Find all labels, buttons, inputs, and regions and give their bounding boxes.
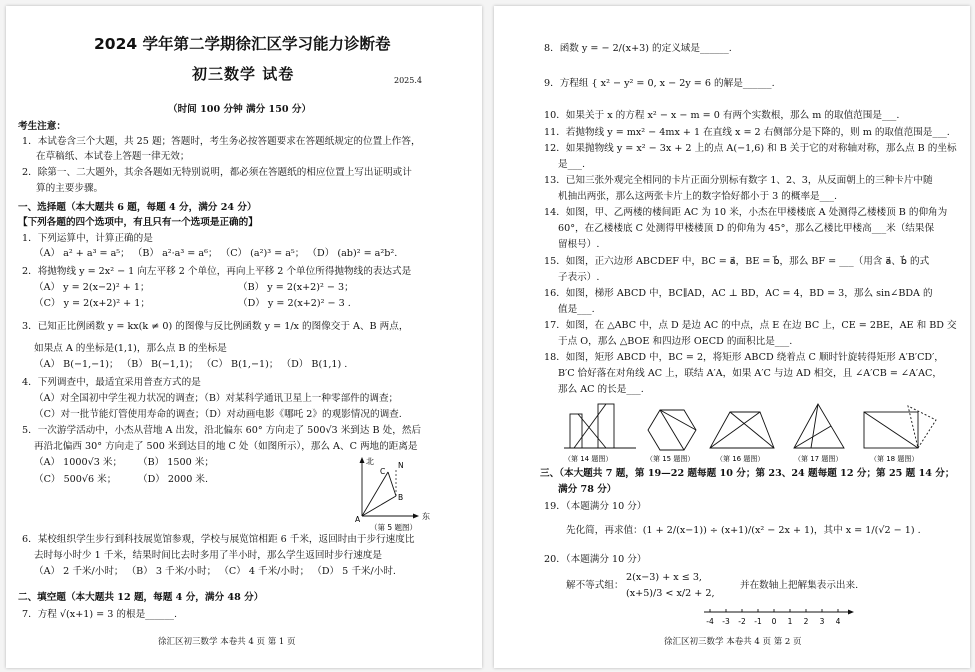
question-6-options: （A） 2 千米/小时； （B） 3 千米/小时； （C） 4 千米/小时； （D） 5 千米/小时.	[34, 566, 396, 577]
notice-line: 2．除第一、二大题外，其余各题如无特别说明，都必须在答题纸的相应位置上写出证明或计	[22, 167, 412, 178]
section-2-heading: 二、填空题（本大题共 12 题，每题 4 分，满分 48 分）	[18, 592, 264, 603]
question-6: 6．某校组织学生步行到科技展览馆参观，学校与展览馆相距 6 千米，返回时由于步行速度比	[22, 534, 415, 545]
figure-caption: （第 5 题图）	[370, 523, 418, 532]
number-line-label: -2	[738, 617, 746, 626]
question-12-line-2: 是___.	[558, 159, 586, 170]
question-13-line-2: 机抽出两张，那么这两张卡片上的数字恰好都小于 3 的概率是___.	[558, 191, 838, 202]
question-5: 5．一次游学活动中，小杰从营地 A 出发，沿北偏东 60° 方向走了 500√3 米到达 B 处，然后	[22, 425, 422, 436]
question-19-body: 先化简，再求值：(1 + 2/(x−1)) ÷ (x+1)/(x² − 2x + 1)，其中 x = 1/(√2 − 1) .	[566, 525, 921, 536]
question-20-tail: 并在数轴上把解集表示出来.	[740, 580, 859, 591]
question-5-option-d: （D） 2000 米.	[138, 474, 209, 485]
question-1-options: （A） a² + a³ = a⁵； （B） a²·a³ = a⁶； （C） (a²)³ = a⁵； （D） (ab)² = a²b².	[34, 248, 398, 259]
question-17: 17．如图，在 △ABC 中，点 D 是边 AC 的中点，点 E 在边 BC 上，CE = 2BE，AE 和 BD 交	[544, 320, 957, 331]
question-17-line-2: 于点 O，那么 △BOE 和四边形 OECD 的面积比是___.	[558, 336, 793, 347]
segment-ab	[362, 496, 396, 516]
north-arrow-icon	[360, 457, 365, 463]
question-3: 3．已知正比例函数 y = kx(k ≠ 0) 的图像与反比例函数 y = 1/x 的图像交于 A、B 两点，	[22, 321, 409, 332]
question-14: 14．如图，甲、乙两楼的楼间距 AC 为 10 米，小杰在甲楼楼底 A 处测得乙楼楼顶 B 的仰角为	[544, 207, 948, 218]
label-a: A	[355, 515, 361, 524]
label-n: N	[398, 461, 404, 470]
notice-line: 在草稿纸、本试卷上答题一律无效；	[36, 151, 190, 162]
number-line-label: -1	[754, 617, 762, 626]
question-14-line-2: 60°，在乙楼楼底 C 处测得甲楼楼顶 D 的仰角为 45°，那么乙楼比甲楼高___米（结果保	[558, 223, 935, 234]
figure-14	[564, 404, 636, 448]
question-12: 12．如果抛物线 y = x² − 3x + 2 上的点 A(−1,6) 和 B 关于它的对称轴对称，那么点 B 的坐标	[544, 143, 957, 154]
question-13: 13．已知三张外观完全相同的卡片正面分别标有数字 1、2、3，从反面朝上的三种卡片中随	[544, 175, 933, 186]
question-4-options-cd: （C）对一批节能灯管使用寿命的调查；（D）对动画电影《哪吒 2》的观影情况的调查.	[34, 409, 402, 420]
label-c: C	[380, 467, 386, 476]
notice-title: 考生注意：	[18, 121, 66, 132]
question-5-line-2: 再沿北偏西 30° 方向走了 500 米到达目的地 C 处（如图所示），那么 A、C 两地的距离是	[34, 441, 418, 452]
segment-ac	[362, 472, 388, 516]
label-b: B	[398, 493, 404, 502]
question-2-option-c: （C） y = 2(x+2)² + 1；	[34, 298, 150, 309]
question-4: 4．下列调查中，最适宜采用普查方式的是	[22, 377, 201, 388]
question-5-option-c: （C） 500√6 米；	[34, 474, 117, 485]
figure-15	[648, 410, 696, 450]
time-info: （时间 100 分钟 满分 150 分）	[168, 104, 312, 115]
question-15-line-2: 子表示）.	[558, 272, 600, 283]
segment-bc	[388, 472, 396, 496]
exam-subtitle: 初三数学 试卷	[192, 65, 295, 83]
question-20: 20．（本题满分 10 分）	[544, 554, 647, 565]
question-18: 18．如图，矩形 ABCD 中，BC = 2，将矩形 ABCD 绕着点 C 顺时针旋转得矩形 A′B′CD′，	[544, 352, 944, 363]
question-18-line-3: 那么 AC 的长是___.	[558, 384, 644, 395]
number-line-arrow-icon	[848, 610, 854, 615]
question-10: 10．如果关于 x 的方程 x² − x − m = 0 有两个实数根，那么 m 的取值范围是___.	[544, 110, 900, 121]
question-20-inequality-2: (x+5)/3 < x/2 + 2,	[626, 588, 715, 599]
question-8: 8．函数 y = − 2/(x+3) 的定义域是______.	[544, 43, 732, 54]
question-3-line-2: 如果点 A 的坐标是(1,1)，那么点 B 的坐标是	[34, 343, 227, 354]
question-16: 16．如图，梯形 ABCD 中，BC∥AD，AC ⊥ BD，AC = 4，BD = 3，那么 sin∠BDA 的	[544, 288, 933, 299]
notice-line: 算的主要步骤。	[36, 183, 104, 194]
number-line-label: -3	[722, 617, 730, 626]
exam-date: 2025.4	[394, 76, 422, 85]
number-line-label: 3	[819, 617, 825, 626]
question-7: 7．方程 √(x+1) = 3 的根是______.	[22, 609, 177, 620]
section-1-heading: 一、选择题（本大题共 6 题，每题 4 分，满分 24 分）	[18, 202, 257, 213]
question-2-option-d: （D） y = 2(x+2)² − 3 .	[238, 298, 351, 309]
question-18-line-2: B′C 恰好落在对角线 AC 上，联结 A′A，如果 A′C 与边 AD 相交，且 ∠A′CB = ∠A′AC，	[558, 368, 942, 379]
question-5-option-a: （A） 1000√3 米；	[34, 457, 123, 468]
number-line-label: 1	[787, 617, 793, 626]
figure-18	[864, 406, 936, 448]
caption-16: （第 16 题图）	[716, 455, 765, 463]
number-line-label: 0	[771, 617, 777, 626]
number-line-label: 2	[803, 617, 809, 626]
question-6-line-2: 去时每小时少 1 千米，结果时间比去时多用了半小时，那么学生返回时步行速度是	[34, 550, 382, 561]
exam-title: 2024 学年第二学期徐汇区学习能力诊断卷	[94, 35, 391, 53]
notice-line: 1．本试卷含三个大题，共 25 题；答题时，考生务必按答题要求在答题纸规定的位置上作答，	[22, 136, 421, 147]
question-9: 9．方程组 { x² − y² = 0, x − 2y = 6 的解是______.	[544, 78, 775, 89]
question-11: 11．若抛物线 y = mx² − 4mx + 1 在直线 x = 2 右侧部分是下降的，则 m 的取值范围是___.	[544, 127, 950, 138]
figure-17	[794, 404, 844, 448]
question-2-option-a: （A） y = 2(x−2)² + 1；	[34, 282, 150, 293]
number-line	[700, 604, 860, 630]
east-label: 东	[422, 512, 430, 521]
number-line-label: 4	[835, 617, 841, 626]
question-1: 1．下列运算中，计算正确的是	[22, 233, 153, 244]
question-3-options: （A） B(−1,−1)； （B） B(−1,1)； （C） B(1,−1)； （D） B(1,1) .	[34, 359, 348, 370]
question-16-line-2: 值是___.	[558, 304, 595, 315]
question-5-option-b: （B） 1500 米；	[138, 457, 214, 468]
question-20-lead: 解不等式组：	[566, 580, 624, 591]
page-footer: 徐汇区初三数学 本卷共 4 页 第 1 页	[158, 637, 296, 647]
question-20-inequality-1: 2(x−3) + x ≤ 3,	[626, 572, 702, 583]
question-4-options-ab: （A）对全国初中学生视力状况的调查；（B）对某科学通讯卫星上一种零部件的调查；	[34, 393, 399, 404]
section-1-note: 【下列各题的四个选项中，有且只有一个选项是正确的】	[18, 217, 258, 228]
question-2-option-b: （B） y = 2(x+2)² − 3；	[238, 282, 354, 293]
question-2: 2．将抛物线 y = 2x² − 1 向左平移 2 个单位，再向上平移 2 个单位所得抛物线的表达式是	[22, 266, 412, 277]
caption-15: （第 15 题图）	[646, 455, 695, 463]
exam-page-1	[6, 6, 482, 668]
question-19: 19．（本题满分 10 分）	[544, 501, 647, 512]
exam-page-2	[494, 6, 970, 668]
caption-14: （第 14 题图）	[564, 455, 613, 463]
page-footer: 徐汇区初三数学 本卷共 4 页 第 2 页	[664, 637, 802, 647]
caption-17: （第 17 题图）	[794, 455, 843, 463]
section-3-heading: 三、（本大题共 7 题，第 19—22 题每题 10 分；第 23、24 题每题 12 分；第 25 题 14 分；	[540, 468, 955, 479]
caption-18: （第 18 题图）	[870, 455, 919, 463]
question-15: 15．如图，正六边形 ABCDEF 中，BC = a⃗，BE = b⃗，那么 BF = ___（用含 a⃗、b⃗ 的式	[544, 256, 930, 267]
section-3-heading-line-2: 满分 78 分）	[558, 484, 617, 495]
east-arrow-icon	[413, 514, 419, 519]
question-5-figure	[342, 454, 442, 534]
figure-16	[710, 412, 774, 448]
number-line-label: -4	[706, 617, 714, 626]
question-14-line-3: 留根号）.	[558, 239, 600, 250]
figures-14-18	[560, 400, 960, 464]
north-label: 北	[366, 457, 374, 466]
